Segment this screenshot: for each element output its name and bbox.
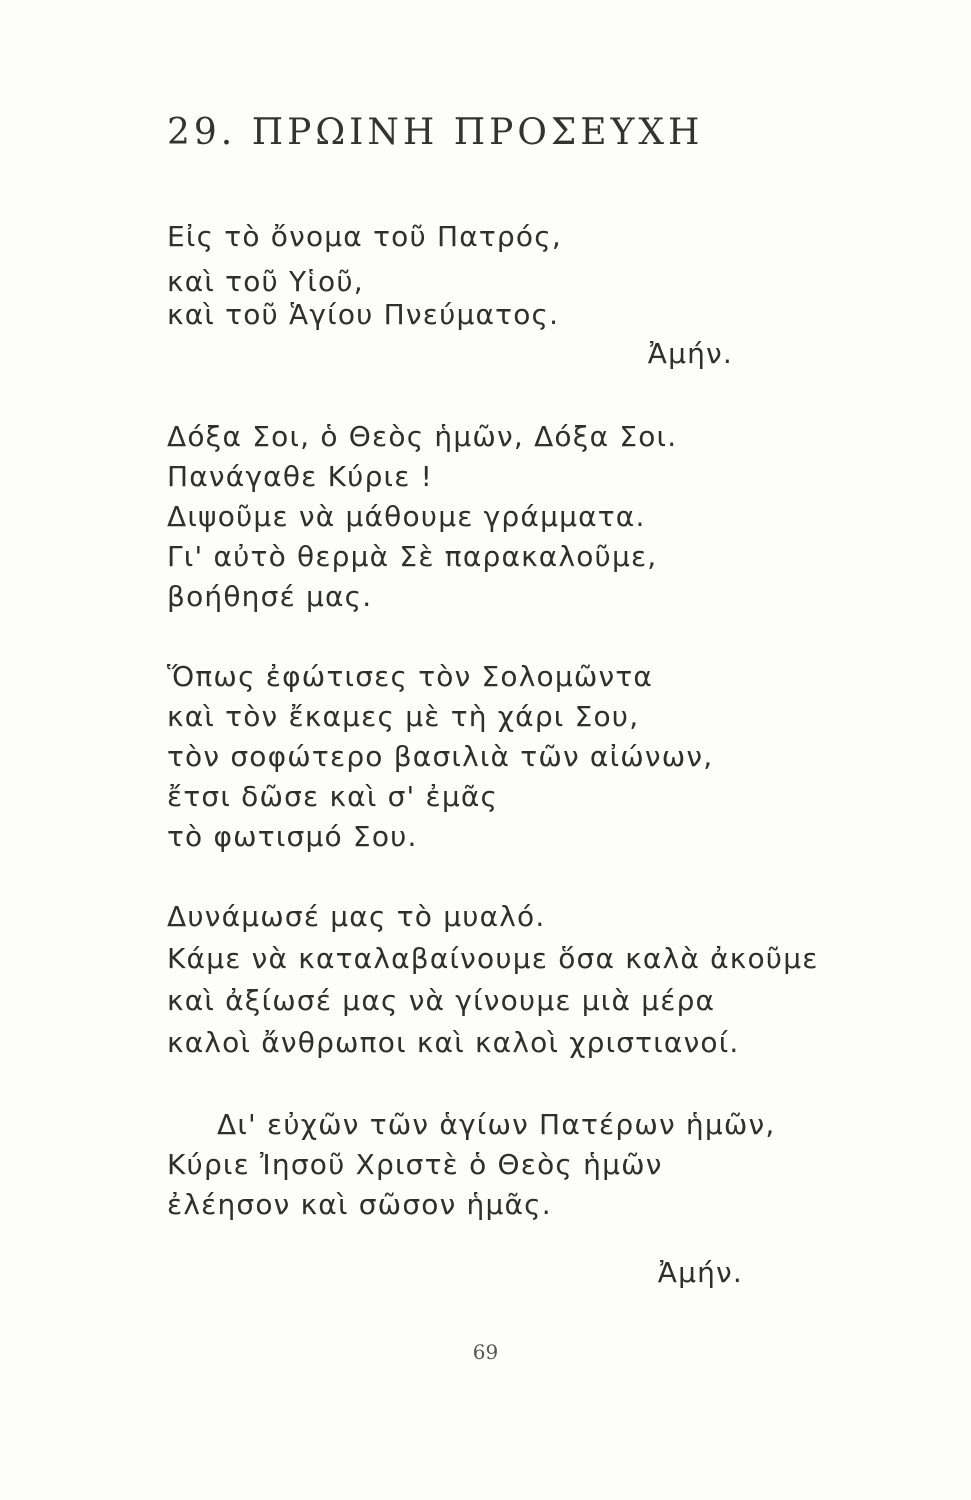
stanza2-line-3: Διψοῦμε νὰ μάθουμε γράμματα. <box>167 500 646 533</box>
amen-first: Ἀμήν. <box>647 337 733 370</box>
amen-second: Ἀμήν. <box>657 1256 743 1289</box>
stanza3-line-1: Ὅπως ἐφώτισες τὸν Σολομῶντα <box>167 660 654 693</box>
stanza2-line-1: Δόξα Σοι, ὁ Θεὸς ἡμῶν, Δόξα Σοι. <box>167 420 678 453</box>
stanza3-line-3: τὸν σοφώτερο βασιλιὰ τῶν αἰώνων, <box>167 740 714 773</box>
stanza5-line-1: Δι' εὐχῶν τῶν ἁγίων Πατέρων ἡμῶν, <box>217 1108 776 1141</box>
prayer-title: 29. ΠΡΩΙΝΗ ΠΡΟΣΕΥΧΗ <box>167 112 704 153</box>
stanza1-line-1: Εἰς τὸ ὄνομα τοῦ Πατρός, <box>167 220 562 253</box>
stanza2-line-4: Γι' αὐτὸ θερμὰ Σὲ παρακαλοῦμε, <box>167 540 658 573</box>
stanza1-line-2: καὶ τοῦ Υἱοῦ, <box>167 265 364 298</box>
stanza5-line-3: ἐλέησον καὶ σῶσον ἡμᾶς. <box>167 1188 552 1221</box>
stanza1-line-3: καὶ τοῦ Ἁγίου Πνεύματος. <box>167 298 560 331</box>
stanza2-line-5: βοήθησέ μας. <box>167 580 373 613</box>
page-number: 69 <box>472 1340 499 1364</box>
stanza3-line-2: καὶ τὸν ἔκαμες μὲ τὴ χάρι Σου, <box>167 700 640 733</box>
stanza4-line-2: Κάμε νὰ καταλαβαίνουμε ὅσα καλὰ ἀκοῦμε <box>167 942 819 975</box>
stanza4-line-1: Δυνάμωσέ μας τὸ μυαλό. <box>167 900 546 933</box>
stanza4-line-4: καλοὶ ἄνθρωποι καὶ καλοὶ χριστιανοί. <box>167 1026 740 1059</box>
stanza4-line-3: καὶ ἀξίωσέ μας νὰ γίνουμε μιὰ μέρα <box>167 984 716 1017</box>
stanza3-line-4: ἔτσι δῶσε καὶ σ' ἐμᾶς <box>167 780 499 813</box>
stanza5-line-2: Κύριε Ἰησοῦ Χριστὲ ὁ Θεὸς ἡμῶν <box>167 1148 663 1181</box>
stanza2-line-2: Πανάγαθε Κύριε ! <box>167 460 434 493</box>
stanza3-line-5: τὸ φωτισμό Σου. <box>167 820 418 853</box>
